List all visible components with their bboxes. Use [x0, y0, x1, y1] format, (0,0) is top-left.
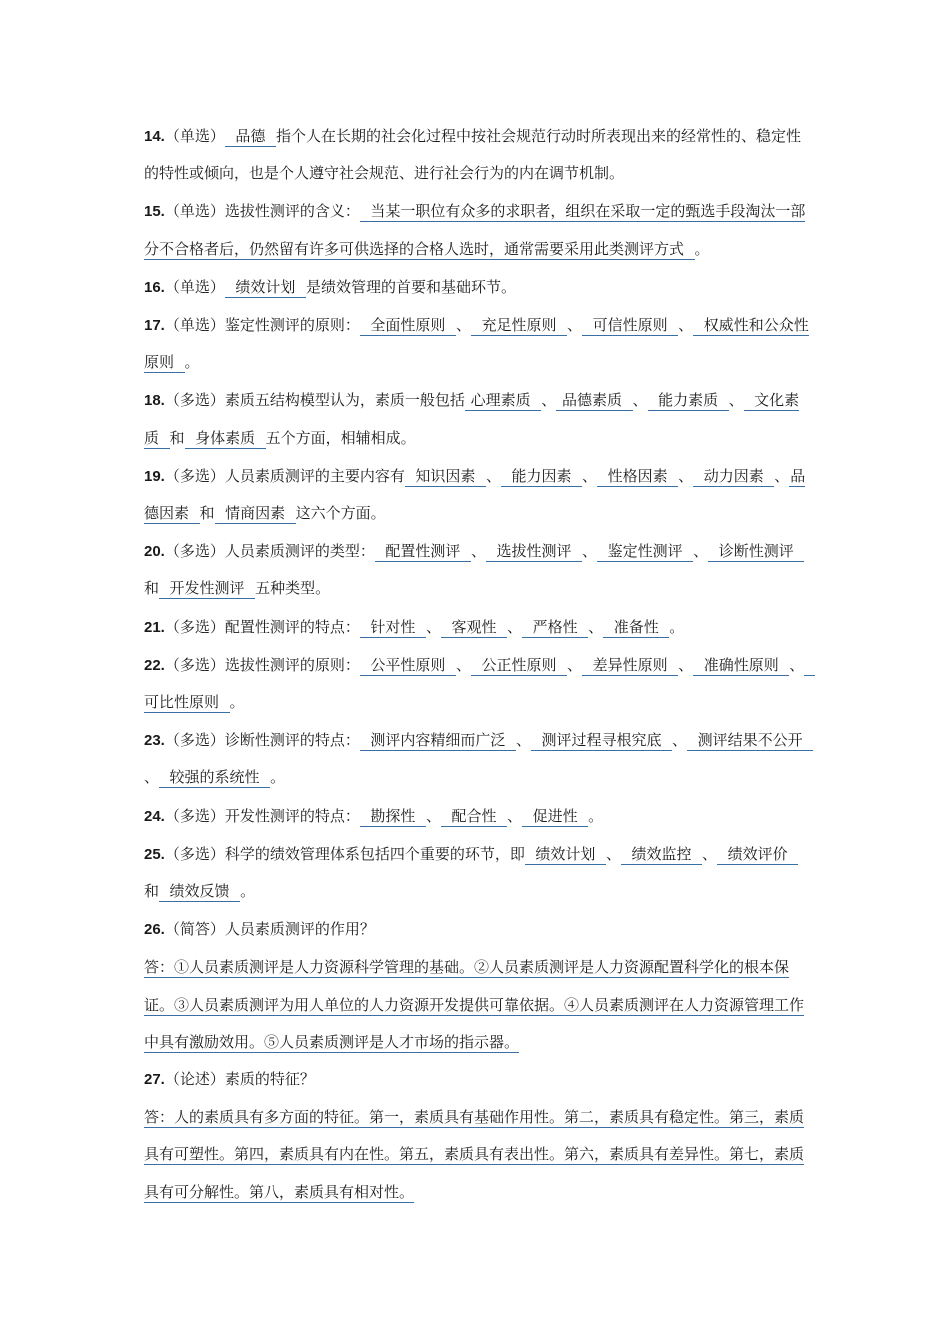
question-text: 。 — [694, 239, 710, 258]
question-text: 、 — [507, 806, 523, 825]
answer-blank: 能力因素 — [501, 466, 582, 485]
answer-27 — [144, 1099, 810, 1211]
question-number: 15. — [144, 203, 165, 221]
question-text: 、 — [455, 655, 471, 674]
question-text: （多选）素质五结构模型认为，素质一般包括 — [164, 391, 465, 410]
question-item — [144, 722, 813, 796]
answer-blank: 配置性测评 — [375, 542, 470, 561]
answer-blank: 品德因素 — [144, 466, 806, 523]
answer-blank: 能力素质 — [648, 391, 728, 410]
question-text: 。 — [184, 353, 200, 372]
question-text: 、 — [672, 731, 688, 750]
question-item — [144, 911, 810, 948]
answer-blank: 测评内容精细而广泛 — [360, 731, 515, 750]
answer-blank: 准备性 — [604, 617, 669, 636]
question-number: 27. — [144, 1071, 165, 1089]
answer-blank: 测评过程寻根究底 — [531, 731, 672, 750]
question-number: 20. — [144, 543, 165, 561]
question-number: 19. — [144, 467, 165, 485]
answer-blank: 严格性 — [523, 617, 588, 636]
answer-blank: 诊断性测评 — [709, 542, 804, 561]
answer-blank: 针对性 — [360, 617, 425, 636]
question-text: 。 — [669, 617, 685, 636]
answer-blank: 差异性原则 — [583, 655, 678, 674]
question-text: 、 — [515, 731, 531, 750]
question-text: 、 — [144, 768, 160, 787]
answer-blank: 绩效反馈 — [160, 882, 240, 901]
question-text: （多选）人员素质测评的主要内容有 — [164, 466, 405, 485]
question-text: 、 — [588, 617, 604, 636]
answer-blank: 较强的系统性 — [160, 768, 270, 787]
question-list — [144, 118, 815, 948]
question-text: 、 — [425, 806, 441, 825]
question-text: 、 — [582, 542, 598, 561]
answer-blank: 配合性 — [441, 806, 507, 825]
answer-blank: 客观性 — [441, 617, 507, 636]
answer-blank: 文化素质 — [144, 391, 800, 447]
question-text: 是绩效管理的首要和基础环节。 — [305, 277, 516, 296]
question-text: （多选）开发性测评的特点： — [164, 806, 360, 825]
question-text: 。 — [240, 882, 256, 901]
question-text: （单选）鉴定性测评的原则： — [164, 316, 360, 335]
question-text: 、 — [507, 617, 523, 636]
answer-blank: 绩效监控 — [621, 844, 702, 863]
question-text: 、 — [693, 542, 709, 561]
question-text: （多选）科学的绩效管理体系包括四个重要的环节，即 — [164, 844, 525, 863]
question-item — [144, 382, 810, 456]
answer-blank: 开发性测评 — [160, 579, 255, 598]
question-item — [144, 609, 810, 646]
question-text: 这六个方面。 — [295, 504, 386, 523]
question-text: 、 — [702, 844, 718, 863]
question-number: 23. — [144, 732, 165, 750]
question-text: 、 — [678, 655, 694, 674]
question-number: 16. — [144, 278, 165, 296]
answer-blank: 全面性原则 — [360, 316, 455, 335]
question-text: 、 — [728, 391, 744, 410]
answer-27-text: 答：人的素质具有多方面的特征。第一，素质具有基础作用性。第二，素质具有稳定性。第三，素质具有可塑性。第四，素质具有内在性。第五，素质具有表出性。第六，素质具有差异性。第七，素质具有可分解性。第八，素质具有相对性。 — [144, 1108, 805, 1201]
question-text: 、 — [605, 844, 621, 863]
question-text: （多选）配置性测评的特点： — [164, 617, 360, 636]
question-text: （简答）人员素质测评的作用？ — [164, 920, 375, 939]
question-item — [144, 458, 810, 532]
answer-blank: 绩效计划 — [225, 277, 305, 296]
question-text: 、 — [632, 391, 648, 410]
answer-blank: 身体素质 — [185, 428, 265, 447]
question-text: 和 — [199, 504, 215, 523]
question-text: 和 — [144, 882, 160, 901]
answer-blank: 可信性原则 — [583, 316, 678, 335]
question-text: （多选）人员素质测评的类型： — [164, 542, 375, 561]
question-27 — [144, 1061, 810, 1098]
answer-blank: 知识因素 — [405, 466, 485, 485]
question-text: 、 — [678, 466, 694, 485]
question-text: 、 — [470, 542, 486, 561]
question-number: 22. — [144, 656, 165, 674]
answer-blank: 充足性原则 — [471, 316, 567, 335]
question-text: （论述）素质的特征？ — [164, 1070, 315, 1089]
question-number: 18. — [144, 392, 165, 410]
answer-26-text: 答：①人员素质测评是人力资源科学管理的基础。②人员素质测评是人力资源配置科学化的根本保证。③人员素质测评为用人单位的人力资源开发提供可靠依据。④人员素质测评在人力资源管理工作中具有激励效用。⑤人员素质测评是人才市场的指示器。 — [144, 958, 805, 1051]
answer-blank: 鉴定性测评 — [598, 542, 693, 561]
question-text: 五种类型。 — [255, 579, 331, 598]
question-text: （单选） — [164, 127, 225, 145]
question-text: 。 — [588, 806, 604, 825]
answer-26 — [144, 949, 810, 1061]
question-text: （单选）选拔性测评的含义： — [164, 202, 360, 221]
answer-blank: 当某一职位有众多的求职者，组织在采取一定的甄选手段淘汰一部分不合格者后，仍然留有许多可供选择的合格人选时，通常需要采用此类测评方式 — [144, 202, 806, 258]
question-text: 、 — [567, 655, 583, 674]
question-item — [144, 269, 810, 306]
question-item — [144, 118, 810, 192]
question-item — [144, 533, 810, 607]
question-text: 、 — [582, 466, 598, 485]
question-text: （多选）选拔性测评的原则： — [164, 655, 360, 674]
answer-blank: 品德素质 — [557, 391, 632, 410]
question-text: 、 — [678, 316, 694, 335]
answer-blank: 动力因素 — [694, 466, 774, 485]
answer-blank: 测评结果不公开 — [688, 731, 813, 750]
question-item — [144, 798, 810, 835]
question-text: 。 — [270, 768, 286, 787]
question-item — [144, 647, 815, 721]
question-text: 和 — [169, 428, 185, 447]
question-number: 21. — [144, 618, 165, 636]
question-text: 五个方面，相辅相成。 — [265, 428, 416, 447]
question-text: 。 — [229, 693, 245, 712]
answer-blank: 权威性和公众性原则 — [144, 316, 809, 372]
question-text: 指个人在长期的社会化过程中按社会规范行动时所表现出来的经常性的、稳定性的特性或倾向，也是个人遵守社会规范、进行社会行为的内在调节机制。 — [144, 127, 801, 183]
answer-blank: 公正性原则 — [471, 655, 567, 674]
answer-blank: 性格因素 — [598, 466, 678, 485]
answer-blank: 准确性原则 — [694, 655, 789, 674]
question-item — [144, 836, 810, 910]
question-number: 14. — [144, 128, 165, 145]
answer-blank: 品德 — [225, 127, 275, 145]
question-number: 24. — [144, 807, 165, 825]
question-text: （多选）诊断性测评的特点： — [164, 731, 360, 750]
answer-blank: 心理素质 — [465, 391, 541, 410]
question-text: 、 — [485, 466, 501, 485]
question-item — [144, 193, 810, 267]
question-text: 、 — [789, 655, 805, 674]
answer-blank: 可比性原则 — [144, 655, 815, 712]
question-text: （单选） — [164, 277, 225, 296]
question-text: 、 — [425, 617, 441, 636]
answer-blank: 绩效评价 — [718, 844, 798, 863]
question-number: 26. — [144, 921, 165, 939]
question-number: 25. — [144, 845, 165, 863]
question-text: 、 — [455, 316, 471, 335]
answer-blank: 情商因素 — [215, 504, 295, 523]
answer-blank: 勘探性 — [360, 806, 425, 825]
question-item — [144, 307, 810, 381]
question-text: 、 — [541, 391, 557, 410]
answer-blank: 选拔性测评 — [486, 542, 582, 561]
question-text: 、 — [567, 316, 583, 335]
answer-blank: 绩效计划 — [525, 844, 605, 863]
question-text: 和 — [144, 579, 160, 598]
question-text: 、 — [774, 466, 790, 485]
question-number: 17. — [144, 317, 165, 335]
answer-blank: 公平性原则 — [360, 655, 455, 674]
answer-blank: 促进性 — [523, 806, 588, 825]
